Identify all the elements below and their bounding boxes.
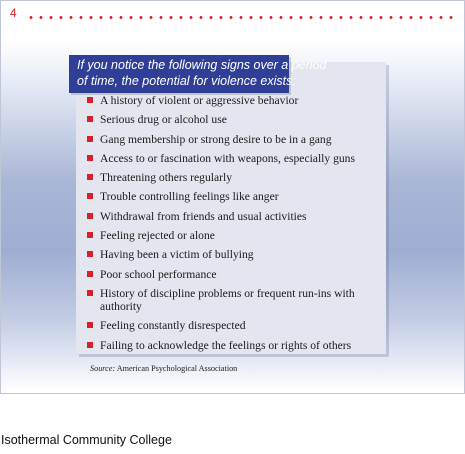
list-item	[87, 210, 377, 223]
list-item	[87, 113, 377, 126]
square-bullet-icon	[87, 193, 93, 199]
source-label: Source:	[90, 364, 116, 373]
list-item-text: Withdrawal from friends and usual activities	[100, 209, 307, 223]
list-item	[87, 190, 377, 203]
list-item-text: Feeling rejected or alone	[100, 229, 215, 243]
list-item	[87, 171, 377, 184]
square-bullet-icon	[87, 116, 93, 122]
square-bullet-icon	[87, 155, 93, 161]
footer-caption: Isothermal Community College	[1, 433, 172, 447]
list-item-text: Feeling constantly disrespected	[100, 319, 246, 333]
list-item	[87, 319, 377, 332]
list-item-text: Poor school performance	[100, 267, 217, 281]
square-bullet-icon	[87, 322, 93, 328]
list-item-text: Gang membership or strong desire to be in a gang	[100, 132, 332, 146]
dotted-rule	[26, 16, 458, 19]
list-item-text: Access to or fascination with weapons, especially guns	[100, 151, 355, 165]
list-item-text: Threatening others regularly	[100, 171, 232, 185]
square-bullet-icon	[87, 290, 93, 296]
square-bullet-icon	[87, 232, 93, 238]
square-bullet-icon	[87, 251, 93, 257]
page-number: 4	[10, 6, 17, 20]
list-item	[87, 339, 377, 352]
source-citation	[90, 364, 237, 373]
list-item	[87, 248, 377, 261]
source-text: American Psychological Association	[115, 364, 238, 373]
square-bullet-icon	[87, 342, 93, 348]
list-item	[87, 133, 377, 146]
list-item-text: History of discipline problems or frequent run-ins with authority	[100, 286, 355, 313]
list-item	[87, 287, 377, 313]
square-bullet-icon	[87, 136, 93, 142]
list-item-text: Failing to acknowledge the feelings or rights of others	[100, 338, 352, 352]
square-bullet-icon	[87, 271, 93, 277]
square-bullet-icon	[87, 174, 93, 180]
callout-heading	[69, 55, 327, 93]
warning-signs-list	[87, 94, 377, 358]
callout-heading-line-2: of time, the potential for violence exists:	[77, 74, 296, 88]
list-item-text: A history of violent or aggressive behavior	[100, 94, 299, 107]
list-item	[87, 268, 377, 281]
square-bullet-icon	[87, 97, 93, 103]
list-item	[87, 94, 377, 107]
list-item-text: Serious drug or alcohol use	[100, 113, 227, 127]
square-bullet-icon	[87, 213, 93, 219]
list-item	[87, 152, 377, 165]
list-item	[87, 229, 377, 242]
list-item-text: Trouble controlling feelings like anger	[100, 190, 279, 204]
list-item-text: Having been a victim of bullying	[100, 248, 254, 262]
callout-heading-line-1: If you notice the following signs over a period	[77, 58, 327, 72]
